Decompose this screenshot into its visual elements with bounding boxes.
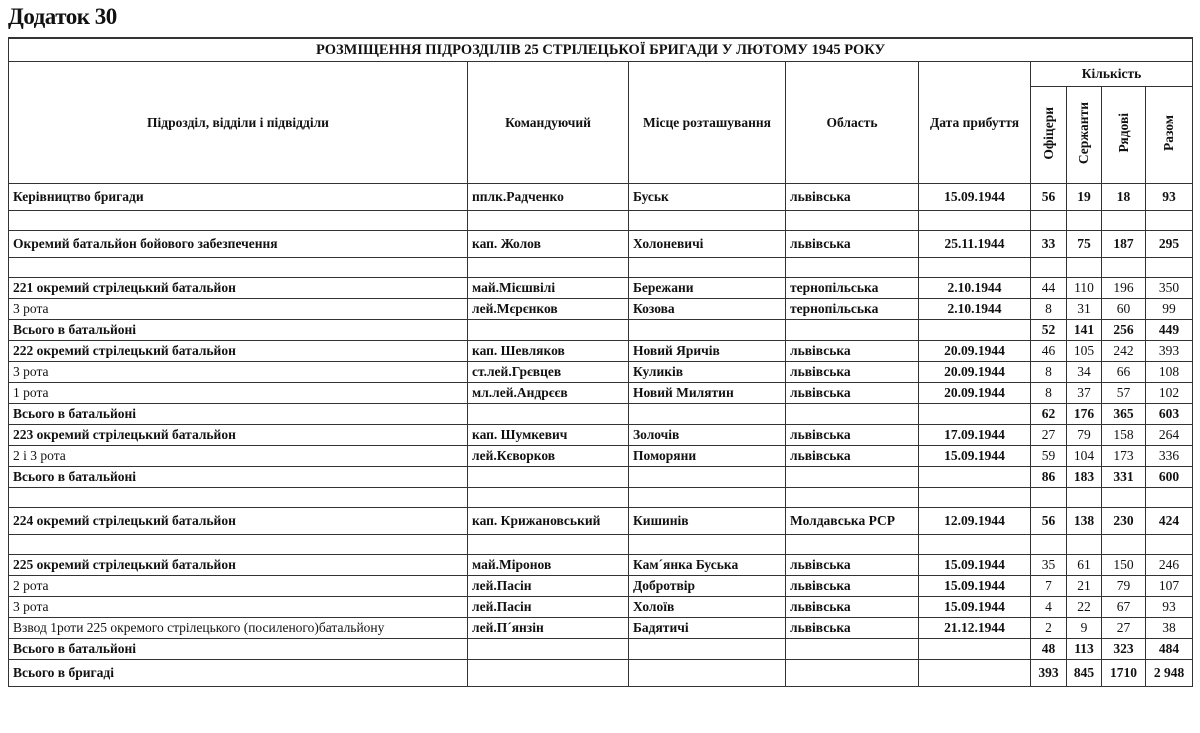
cell-date: 20.09.1944 xyxy=(919,383,1031,404)
cell-total: 295 xyxy=(1146,231,1193,258)
cell-location: Бадятичі xyxy=(629,618,786,639)
cell-sergeants: 845 xyxy=(1067,660,1102,687)
cell-commander: пплк.Радченко xyxy=(468,184,629,211)
cell-region: львівська xyxy=(786,231,919,258)
cell-sergeants: 105 xyxy=(1067,341,1102,362)
cell-location: Куликів xyxy=(629,362,786,383)
cell-unit: 223 окремий стрілецький батальйон xyxy=(9,425,468,446)
cell-commander: мл.лей.Андрєєв xyxy=(468,383,629,404)
cell-officers: 46 xyxy=(1031,341,1067,362)
cell-commander xyxy=(468,404,629,425)
cell-unit: 1 рота xyxy=(9,383,468,404)
cell-date: 25.11.1944 xyxy=(919,231,1031,258)
cell-privates: 242 xyxy=(1102,341,1146,362)
cell-commander: май.Мієшвілі xyxy=(468,278,629,299)
cell-region: львівська xyxy=(786,362,919,383)
cell-officers xyxy=(1031,535,1067,555)
cell-officers: 8 xyxy=(1031,383,1067,404)
cell-unit: 221 окремий стрілецький батальйон xyxy=(9,278,468,299)
cell-date: 2.10.1944 xyxy=(919,299,1031,320)
cell-date: 17.09.1944 xyxy=(919,425,1031,446)
cell-total: 93 xyxy=(1146,597,1193,618)
cell-region: львівська xyxy=(786,341,919,362)
cell-privates xyxy=(1102,211,1146,231)
blank-row xyxy=(9,211,1193,231)
cell-officers: 35 xyxy=(1031,555,1067,576)
cell-total: 449 xyxy=(1146,320,1193,341)
cell-region: львівська xyxy=(786,184,919,211)
cell-sergeants: 22 xyxy=(1067,597,1102,618)
cell-sergeants: 79 xyxy=(1067,425,1102,446)
cell-region xyxy=(786,488,919,508)
cell-privates: 60 xyxy=(1102,299,1146,320)
header-location: Місце розташування xyxy=(629,62,786,184)
cell-sergeants: 21 xyxy=(1067,576,1102,597)
table-row xyxy=(9,576,1193,597)
cell-officers: 48 xyxy=(1031,639,1067,660)
cell-officers: 56 xyxy=(1031,508,1067,535)
cell-commander xyxy=(468,211,629,231)
cell-sergeants: 138 xyxy=(1067,508,1102,535)
cell-officers: 59 xyxy=(1031,446,1067,467)
cell-total: 603 xyxy=(1146,404,1193,425)
cell-location: Поморяни xyxy=(629,446,786,467)
cell-unit: 3 рота xyxy=(9,362,468,383)
cell-region: львівська xyxy=(786,618,919,639)
cell-privates: 66 xyxy=(1102,362,1146,383)
cell-date: 20.09.1944 xyxy=(919,341,1031,362)
cell-location xyxy=(629,660,786,687)
cell-date xyxy=(919,320,1031,341)
cell-commander: лей.Мєрєнков xyxy=(468,299,629,320)
brigade-deployment-table xyxy=(8,37,1193,687)
table-row xyxy=(9,660,1193,687)
cell-officers: 44 xyxy=(1031,278,1067,299)
header-count-group: Кількість xyxy=(1031,62,1193,87)
cell-officers: 62 xyxy=(1031,404,1067,425)
cell-commander: кап. Жолов xyxy=(468,231,629,258)
cell-commander xyxy=(468,467,629,488)
cell-sergeants xyxy=(1067,258,1102,278)
cell-commander xyxy=(468,258,629,278)
cell-privates: 57 xyxy=(1102,383,1146,404)
cell-date: 2.10.1944 xyxy=(919,278,1031,299)
cell-commander: кап. Шумкевич xyxy=(468,425,629,446)
cell-officers: 86 xyxy=(1031,467,1067,488)
cell-date: 15.09.1944 xyxy=(919,576,1031,597)
cell-region: тернопільська xyxy=(786,278,919,299)
blank-row xyxy=(9,488,1193,508)
cell-unit: 2 рота xyxy=(9,576,468,597)
cell-location xyxy=(629,211,786,231)
cell-region xyxy=(786,258,919,278)
header-total xyxy=(1146,87,1193,184)
cell-date: 15.09.1944 xyxy=(919,184,1031,211)
cell-privates: 323 xyxy=(1102,639,1146,660)
cell-location: Буськ xyxy=(629,184,786,211)
cell-commander: ст.лей.Грєвцев xyxy=(468,362,629,383)
cell-date xyxy=(919,535,1031,555)
cell-region xyxy=(786,211,919,231)
cell-sergeants: 110 xyxy=(1067,278,1102,299)
cell-commander xyxy=(468,660,629,687)
blank-row xyxy=(9,535,1193,555)
cell-location xyxy=(629,320,786,341)
cell-region: Молдавська РСР xyxy=(786,508,919,535)
cell-commander xyxy=(468,535,629,555)
cell-region: львівська xyxy=(786,425,919,446)
header-commander: Командуючий xyxy=(468,62,629,184)
table-row xyxy=(9,446,1193,467)
cell-officers: 52 xyxy=(1031,320,1067,341)
cell-sergeants xyxy=(1067,535,1102,555)
cell-total: 38 xyxy=(1146,618,1193,639)
cell-commander xyxy=(468,639,629,660)
cell-date xyxy=(919,404,1031,425)
cell-unit: 222 окремий стрілецький батальйон xyxy=(9,341,468,362)
header-sergeants xyxy=(1067,87,1102,184)
cell-date xyxy=(919,467,1031,488)
cell-location: Добротвір xyxy=(629,576,786,597)
cell-officers xyxy=(1031,488,1067,508)
table-row xyxy=(9,425,1193,446)
cell-unit: Всього в батальйоні xyxy=(9,404,468,425)
cell-region: львівська xyxy=(786,555,919,576)
cell-location xyxy=(629,488,786,508)
cell-location xyxy=(629,535,786,555)
cell-location xyxy=(629,404,786,425)
cell-region: львівська xyxy=(786,383,919,404)
table-row xyxy=(9,555,1193,576)
cell-total: 424 xyxy=(1146,508,1193,535)
table-title: РОЗМІЩЕННЯ ПІДРОЗДІЛІВ 25 СТРІЛЕЦЬКОЇ БРИГАДИ У ЛЮТОМУ 1945 РОКУ xyxy=(9,38,1193,62)
cell-region: львівська xyxy=(786,597,919,618)
header-officers xyxy=(1031,87,1067,184)
cell-total xyxy=(1146,535,1193,555)
cell-unit: 3 рота xyxy=(9,597,468,618)
header-region: Область xyxy=(786,62,919,184)
cell-commander: кап. Шевляков xyxy=(468,341,629,362)
cell-sergeants: 37 xyxy=(1067,383,1102,404)
cell-unit: Всього в батальйоні xyxy=(9,467,468,488)
cell-sergeants: 75 xyxy=(1067,231,1102,258)
cell-unit xyxy=(9,535,468,555)
header-officers-label: Офіцери xyxy=(1040,106,1056,160)
cell-privates: 1710 xyxy=(1102,660,1146,687)
cell-privates: 158 xyxy=(1102,425,1146,446)
cell-unit: Всього в бригаді xyxy=(9,660,468,687)
table-row xyxy=(9,341,1193,362)
table-row xyxy=(9,404,1193,425)
cell-date: 15.09.1944 xyxy=(919,446,1031,467)
cell-date xyxy=(919,660,1031,687)
cell-unit xyxy=(9,211,468,231)
cell-officers: 56 xyxy=(1031,184,1067,211)
cell-region xyxy=(786,404,919,425)
cell-sergeants xyxy=(1067,211,1102,231)
cell-sergeants: 104 xyxy=(1067,446,1102,467)
table-row xyxy=(9,184,1193,211)
cell-location: Кишинів xyxy=(629,508,786,535)
cell-privates: 173 xyxy=(1102,446,1146,467)
cell-location: Козова xyxy=(629,299,786,320)
cell-date: 21.12.1944 xyxy=(919,618,1031,639)
cell-officers: 4 xyxy=(1031,597,1067,618)
cell-region: львівська xyxy=(786,576,919,597)
table-row xyxy=(9,383,1193,404)
cell-privates: 67 xyxy=(1102,597,1146,618)
cell-privates: 256 xyxy=(1102,320,1146,341)
header-date: Дата прибуття xyxy=(919,62,1031,184)
cell-commander: лей.Пасін xyxy=(468,576,629,597)
cell-total: 246 xyxy=(1146,555,1193,576)
cell-location: Холоневичі xyxy=(629,231,786,258)
cell-officers xyxy=(1031,258,1067,278)
cell-commander: кап. Крижановський xyxy=(468,508,629,535)
cell-unit: 2 і 3 рота xyxy=(9,446,468,467)
cell-location xyxy=(629,639,786,660)
cell-unit xyxy=(9,488,468,508)
cell-sergeants: 34 xyxy=(1067,362,1102,383)
cell-privates: 187 xyxy=(1102,231,1146,258)
header-total-label: Разом xyxy=(1161,114,1177,152)
cell-sergeants: 176 xyxy=(1067,404,1102,425)
table-row xyxy=(9,362,1193,383)
cell-total: 99 xyxy=(1146,299,1193,320)
cell-location: Новий Яричів xyxy=(629,341,786,362)
cell-location: Новий Милятин xyxy=(629,383,786,404)
cell-officers xyxy=(1031,211,1067,231)
cell-region xyxy=(786,639,919,660)
cell-privates: 196 xyxy=(1102,278,1146,299)
cell-total: 2 948 xyxy=(1146,660,1193,687)
cell-commander: май.Міронов xyxy=(468,555,629,576)
cell-unit: 3 рота xyxy=(9,299,468,320)
cell-total: 107 xyxy=(1146,576,1193,597)
cell-total: 350 xyxy=(1146,278,1193,299)
header-privates xyxy=(1102,87,1146,184)
cell-date xyxy=(919,211,1031,231)
cell-sergeants: 183 xyxy=(1067,467,1102,488)
cell-location: Кам´янка Буська xyxy=(629,555,786,576)
cell-unit: Всього в батальйоні xyxy=(9,320,468,341)
cell-unit: Всього в батальйоні xyxy=(9,639,468,660)
cell-commander: лей.П´янзін xyxy=(468,618,629,639)
cell-privates xyxy=(1102,488,1146,508)
blank-row xyxy=(9,258,1193,278)
cell-privates: 230 xyxy=(1102,508,1146,535)
cell-total: 600 xyxy=(1146,467,1193,488)
table-row xyxy=(9,618,1193,639)
cell-sergeants xyxy=(1067,488,1102,508)
cell-date: 20.09.1944 xyxy=(919,362,1031,383)
cell-date: 12.09.1944 xyxy=(919,508,1031,535)
header-privates-label: Рядові xyxy=(1115,113,1131,153)
cell-sergeants: 31 xyxy=(1067,299,1102,320)
cell-region xyxy=(786,467,919,488)
cell-region xyxy=(786,320,919,341)
cell-total xyxy=(1146,211,1193,231)
cell-unit xyxy=(9,258,468,278)
table-row xyxy=(9,639,1193,660)
cell-officers: 33 xyxy=(1031,231,1067,258)
header-sergeants-label: Сержанти xyxy=(1076,101,1091,165)
header-unit: Підрозділ, відділи і підвідділи xyxy=(9,62,468,184)
cell-commander: лей.Кєворков xyxy=(468,446,629,467)
table-row xyxy=(9,320,1193,341)
cell-total: 108 xyxy=(1146,362,1193,383)
cell-total: 102 xyxy=(1146,383,1193,404)
cell-location: Бережани xyxy=(629,278,786,299)
table-body xyxy=(9,184,1193,687)
cell-commander: лей.Пасін xyxy=(468,597,629,618)
cell-location xyxy=(629,467,786,488)
cell-region: тернопільська xyxy=(786,299,919,320)
cell-total: 264 xyxy=(1146,425,1193,446)
cell-total xyxy=(1146,258,1193,278)
cell-sergeants: 141 xyxy=(1067,320,1102,341)
table-row xyxy=(9,299,1193,320)
table-row xyxy=(9,508,1193,535)
cell-total: 336 xyxy=(1146,446,1193,467)
cell-privates: 331 xyxy=(1102,467,1146,488)
cell-location: Холоїв xyxy=(629,597,786,618)
table-row xyxy=(9,231,1193,258)
cell-total: 484 xyxy=(1146,639,1193,660)
cell-privates: 150 xyxy=(1102,555,1146,576)
cell-region xyxy=(786,660,919,687)
cell-unit: Взвод 1роти 225 окремого стрілецького (посиленого)батальйону xyxy=(9,618,468,639)
cell-privates: 27 xyxy=(1102,618,1146,639)
table-row xyxy=(9,597,1193,618)
cell-date xyxy=(919,258,1031,278)
cell-sergeants: 113 xyxy=(1067,639,1102,660)
cell-location: Золочів xyxy=(629,425,786,446)
cell-commander xyxy=(468,320,629,341)
cell-location xyxy=(629,258,786,278)
cell-date: 15.09.1944 xyxy=(919,555,1031,576)
cell-unit: 224 окремий стрілецький батальйон xyxy=(9,508,468,535)
cell-total xyxy=(1146,488,1193,508)
cell-region: львівська xyxy=(786,446,919,467)
cell-officers: 8 xyxy=(1031,299,1067,320)
cell-privates: 18 xyxy=(1102,184,1146,211)
appendix-label: Додаток 30 xyxy=(8,4,117,29)
cell-officers: 2 xyxy=(1031,618,1067,639)
cell-date xyxy=(919,639,1031,660)
cell-privates xyxy=(1102,535,1146,555)
cell-sergeants: 19 xyxy=(1067,184,1102,211)
table-row xyxy=(9,278,1193,299)
cell-officers: 393 xyxy=(1031,660,1067,687)
cell-officers: 27 xyxy=(1031,425,1067,446)
cell-privates xyxy=(1102,258,1146,278)
cell-commander xyxy=(468,488,629,508)
cell-privates: 365 xyxy=(1102,404,1146,425)
cell-privates: 79 xyxy=(1102,576,1146,597)
cell-officers: 7 xyxy=(1031,576,1067,597)
cell-sergeants: 61 xyxy=(1067,555,1102,576)
cell-unit: Окремий батальйон бойового забезпечення xyxy=(9,231,468,258)
cell-total: 393 xyxy=(1146,341,1193,362)
cell-total: 93 xyxy=(1146,184,1193,211)
cell-sergeants: 9 xyxy=(1067,618,1102,639)
cell-date xyxy=(919,488,1031,508)
table-row xyxy=(9,467,1193,488)
cell-region xyxy=(786,535,919,555)
cell-officers: 8 xyxy=(1031,362,1067,383)
cell-unit: Керівництво бригади xyxy=(9,184,468,211)
cell-unit: 225 окремий стрілецький батальйон xyxy=(9,555,468,576)
cell-date: 15.09.1944 xyxy=(919,597,1031,618)
